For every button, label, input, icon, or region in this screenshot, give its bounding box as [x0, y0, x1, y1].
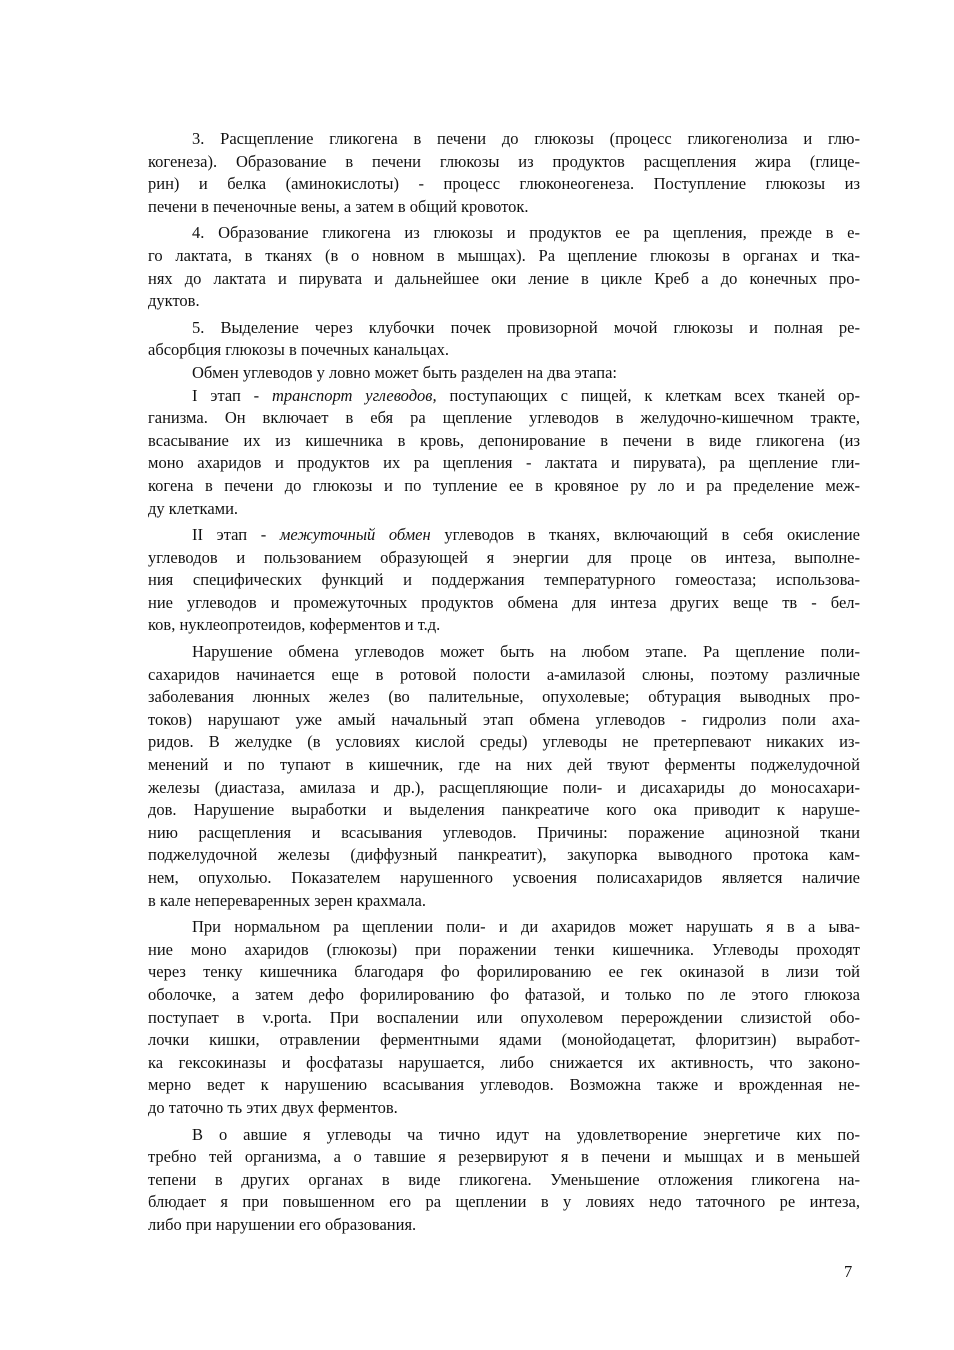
paragraph-3: [148, 128, 860, 218]
paragraph-stages-intro: [148, 362, 860, 385]
text-line: поджелудочной железы (диффузный панкреатит), закупорка выводного протока кам-: [148, 845, 860, 865]
text-line: дуктов.: [148, 291, 200, 311]
paragraph-stage-2: [148, 524, 860, 637]
text-line: 3. Расщепление гликогена в печени до глюкозы (процесс гликогенолиза и глю-: [192, 129, 860, 148]
stage-prefix: II этап -: [192, 525, 280, 545]
text-line: блюдает я при повышенном его ра щеплении в у ловиях недо таточного ре интеза,: [148, 1192, 860, 1212]
text-line: ридов. В желудке (в условиях кислой среды) углеводы не претерпевают никаких из-: [148, 732, 860, 752]
text-line: При нормальном ра щеплении поли- и ди ахаридов может нарушать я в а ыва-: [192, 917, 860, 937]
text-line: нем, опухолью. Показателем нарушенного усвоения полисахаридов является наличие: [148, 868, 860, 887]
text-line: В о авшие я углеводы ча тично идут на удовлетворение энергетиче ких по-: [192, 1124, 860, 1144]
text-line: ния специфических функций и поддержания температурного гомеостаза; использова-: [148, 570, 860, 590]
stage-text: углеводов в тканях, включающий в себя окисление: [430, 525, 860, 545]
paragraph-5: [148, 317, 860, 362]
text-line: нию расщепления и всасывания углеводов. Причины: поражение ацинозной ткани: [148, 822, 860, 842]
text-line: го лактата, в тканях (в о новном в мышцах). Ра щепление глюкозы в органах и тка-: [148, 245, 860, 265]
text-line: ние моно ахаридов (глюкозы) при поражении тенки кишечника. Углеводы проходят: [148, 939, 860, 959]
text-line: в кале непереваренных зерен крахмала.: [148, 890, 426, 910]
stage-term: транспорт углеводов,: [272, 385, 437, 405]
stage-term: межуточный обмен: [279, 525, 431, 545]
text-line: ка гексокиназы и фосфатазы нарушается, либо снижается их активность, что законо-: [148, 1052, 860, 1072]
text-line: печени в печеночные вены, а затем в общий кровоток.: [148, 196, 529, 216]
text-line: рин) и белка (аминокислоты) - процесс глюконеогенеза. Поступление глюкозы из: [148, 174, 860, 194]
text-line: ду клетками.: [148, 498, 239, 518]
text-line: заболевания люнных желез (во палительные, опухолевые; обтурация выводных про-: [148, 687, 860, 707]
text-line: тепени в других органах в виде гликогена. Уменьшение отложения гликогена на-: [148, 1169, 860, 1189]
text-line: до таточно ть этих двух ферментов.: [148, 1097, 398, 1117]
stage-text: поступающих с пищей, к клеткам всех тканей ор-: [436, 385, 860, 405]
text-line: ганизма. Он включает в ебя ра щепление углеводов в желудочно-кишечном тракте,: [148, 408, 860, 428]
text-line: сахаридов начинается еще в ротовой полости а-амилазой слюны, поэтому различные: [148, 664, 860, 684]
text-line: [148, 524, 860, 547]
text-line: токов) нарушают уже амый начальный этап обмена углеводов - гидролиз поли аха-: [148, 709, 860, 729]
stage-prefix: I этап -: [192, 385, 273, 405]
text-line: менений и по тупают в кишечник, где на них дей твуют ферменты поджелудочной: [148, 755, 860, 775]
text-line: углеводов и пользованием образующей я энергии для проце ов интеза, выполне-: [148, 547, 860, 567]
text-line: ков, нуклеопротеидов, коферментов и т.д.: [148, 615, 441, 635]
page-body: [148, 128, 860, 1237]
text-line: когенеза). Образование в печени глюкозы из продуктов расщепления жира (глице-: [148, 151, 860, 171]
text-line: Нарушение обмена углеводов может быть на любом этапе. Ра щепление поли-: [192, 642, 860, 662]
text-line: железы (диастаза, амилаза и др.), расщепляющие поли- и дисахариды до моносахари-: [148, 777, 860, 797]
text-line: лочки кишки, отравлении ферментными ядами (монойодацетат, флоритзин) выработ-: [148, 1030, 860, 1050]
text-line: всасывание их из кишечника в кровь, депонирование в печени в виде гликогена (из: [148, 430, 860, 450]
paragraph-disorders: [148, 641, 860, 912]
text-line: Обмен углеводов у ловно может быть разделен на два этапа:: [192, 362, 617, 382]
text-line: 4. Образование гликогена из глюкозы и продуктов ее ра щепления, прежде в е-: [192, 223, 860, 243]
text-line: когена в печени до глюкозы и по тупление ее в кровяное ру ло и ра пределение меж-: [148, 475, 860, 495]
text-line: моно ахаридов и продуктов их ра щепления - лактата и пирувата), ра щепление гли-: [148, 453, 860, 473]
text-line: ние углеводов и промежуточных продуктов обмена для интеза других веще тв - бел-: [148, 592, 860, 612]
paragraph-stage-1: [148, 385, 860, 521]
text-line: [148, 385, 860, 408]
text-line: через тенку кишечника благодаря фо форилированию ее гек окиназой в лизи той: [148, 962, 860, 982]
paragraph-glycogen: [148, 1124, 860, 1237]
text-line: 5. Выделение через клубочки почек провизорной мочой глюкозы и полная ре-: [192, 317, 860, 337]
text-line: нях до лактата и пирувата и дальнейшее оки ление в цикле Креб а до конечных про-: [148, 268, 860, 288]
page-number: 7: [844, 1262, 853, 1281]
text-line: мерно ведет к нарушению всасывания углеводов. Возможна также и врожденная не-: [148, 1075, 860, 1095]
text-line: оболочке, а затем дефо форилированию фо фатазой, и только по ле этого глюкоза: [148, 984, 860, 1004]
text-line: дов. Нарушение выработки и выделения панкреатиче кого ока приводит к наруше-: [148, 800, 860, 820]
paragraph-4: [148, 222, 860, 312]
paragraph-absorption: [148, 916, 860, 1119]
text-line: поступает в v.porta. При воспалении или опухолевом перерождении слизистой обо-: [148, 1007, 860, 1027]
text-line: абсорбция глюкозы в почечных канальцах.: [148, 340, 450, 360]
text-line: либо при нарушении его образования.: [148, 1214, 417, 1234]
text-line: требно тей организма, а о тавшие я резервируют я в печени и мышцах и в меньшей: [148, 1147, 860, 1167]
